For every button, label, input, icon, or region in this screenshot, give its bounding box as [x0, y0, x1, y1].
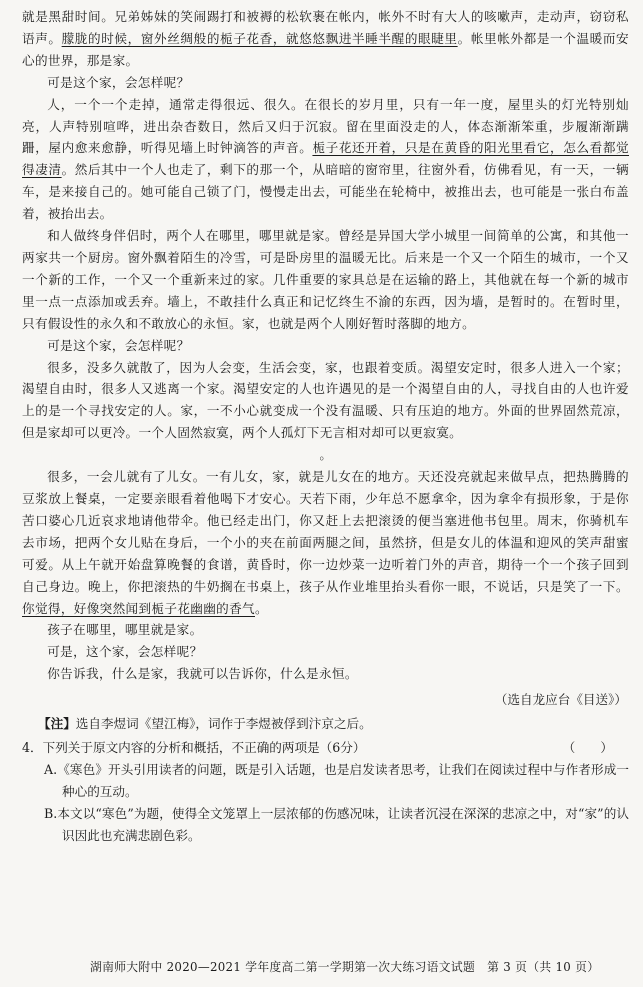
- paragraph: [22, 466, 629, 619]
- paragraph: [22, 663, 629, 685]
- question-stem: 4．下列关于原文内容的分析和概括，不正确的两项是（6分）: [22, 740, 366, 756]
- answer-bracket: （ ）: [562, 740, 613, 756]
- article-body-part-1: [22, 6, 629, 444]
- option-a: [22, 759, 629, 803]
- paragraph-text: 很多，没多久就散了，因为人会变，生活会变，家，也跟着变质。渴望安定时，很多人进入一个家；渴望自由时，很多人又逃离一个家。渴望安定的人也许遇见的是一个渴望自由的人，寻找自由的人也许爱上的是一个寻找安定的人。家，一不小心就变成一个没有温暖、只有压迫的地方。外面的世界固然荒凉，但是家却可以更冷。一个人固然寂寞，两个人孤灯下无言相对却可以更寂寞。: [22, 359, 629, 441]
- paragraph: [22, 225, 629, 335]
- paragraph: [22, 335, 629, 357]
- article-body-part-2: [22, 466, 629, 685]
- underlined-sentence: 朦胧的时候，窗外丝绸般的栀子花香，就悠悠飘进半睡半醒的眼睫里: [61, 30, 458, 46]
- option-label: B.: [44, 806, 58, 822]
- option-text: 《寒色》开头引用读者的问题，既是引入话题，也是启发读者思考，让我们在阅读过程中与作者形成一种心的互动。: [57, 762, 629, 800]
- footnote-text: 选自李煜词《望江梅》，词作于李煜被俘到汴京之后。: [75, 716, 372, 732]
- page-footer: 湖南师大附中 2020—2021 学年度高二第一学期第一次大练习语文试题 第 3 页（共 10 页）: [90, 960, 600, 974]
- answer-options: [22, 759, 629, 847]
- paragraph-text: 就是黑甜时间。兄弟姊妹的笑闹踢打和被褥的松软裹在帐内，帐外不时有大人的咳嗽声，走动声，窃窃私语声。: [22, 9, 629, 46]
- paragraph-text: 。帐里帐外都是一个温暖而安心的世界，那是家。: [22, 30, 629, 68]
- option-b: [22, 803, 629, 847]
- paragraph: [22, 619, 629, 641]
- paragraph-text: 可是这个家，会怎样呢？: [47, 337, 190, 353]
- paragraph: [22, 6, 629, 72]
- paragraph-text: 可是，这个家，会怎样呢？: [47, 644, 203, 660]
- paragraph: [22, 357, 629, 445]
- paragraph-text: 和人做终身伴侣时，两个人在哪里，哪里就是家。曾经是异国大学小城里一间简单的公寓，和其他一两家共一个厨房。窗外飘着陌生的冷雪，可是卧房里的温暖无比。后来是一个又一个陌生的城市，一个又一个新的工作，一个又一个重新来过的家。几件重要的家具总是在运输的路上，其他就在每一个新的城市里一点一点添加或丢弃。墙上，不敢挂什么真正和记忆终生不渝的东西，因为墙，是暂时的。在暂时里，只有假设性的永久和不敢放心的永恒。家，也就是两个人刚好暂时落脚的地方。: [22, 228, 629, 331]
- paragraph-text: 。: [255, 600, 268, 616]
- paragraph-text: 孩子在哪里，哪里就是家。: [47, 622, 203, 638]
- question-4: [22, 737, 629, 759]
- paragraph-text: 很多，一会儿就有了儿女。一有儿女，家，就是儿女在的地方。天还没亮就起来做早点，把热腾腾的豆浆放上餐桌，一定要亲眼看着他喝下才安心。天若下雨，少年总不愿拿伞，因为拿伞有损形象，于是你苦口婆心几近哀求地请他带伞。他已经走出门，你又赶上去把滚烫的便当塞进他书包里。周末，你骑机车去市场，把两个女儿贴在身后，一个小的夹在前面两腿之间，虽然挤，但是女儿的体温和迎风的笑声甜蜜可爱。从上午就开始盘算晚餐的食谱，黄昏时，你一边炒菜一边听着门外的声音，期待一个一个孩子回到自己身边。晚上，你把滚热的牛奶搁在书桌上，孩子从作业堆里抬头看你一眼，不说话，只是笑了一下。: [22, 469, 629, 594]
- paragraph-text: 可是这个家，会怎样呢？: [47, 74, 190, 90]
- paragraph-text: 你告诉我，什么是家，我就可以告诉你，什么是永恒。: [47, 666, 358, 682]
- paragraph-text: 。然后其中一个人也走了，剩下的那一个，从暗暗的窗帘里，往窗外看，仿佛看见，有一天，一辆车，是来接自己的。她可能自己锁了门，慢慢走出去，可能坐在轮椅中，被推出去，也可能是一张白布盖着，被抬出去。: [22, 162, 629, 222]
- paragraph: [22, 72, 629, 94]
- underlined-sentence: 你觉得，好像突然闻到栀子花幽幽的香气: [22, 600, 255, 616]
- paragraph: [22, 641, 629, 663]
- underlined-sentence: 栀子花还开着，只是在黄昏的阳光里看它，怎么看都觉得凄清: [22, 140, 630, 178]
- blank-marker: 。: [319, 448, 332, 463]
- footnote-label: 【注】: [38, 716, 76, 732]
- paragraph: [22, 94, 629, 225]
- paragraph-text: 人，一个一个走掉，通常走得很远、很久。在很长的岁月里，只有一年一度，屋里头的灯光特别灿亮，人声特别喧哗，进出杂杳数日，然后又归于沉寂。留在里面没走的人，体态渐渐笨重，步履渐渐蹒跚，屋内愈来愈静，听得见墙上时钟滴答的声音。: [22, 96, 629, 156]
- option-label: A.: [44, 762, 58, 778]
- option-text: 本文以“寒色”为题，使得全文笼罩上一层浓郁的伤感况味，让读者沉浸在深深的悲凉之中，对“家”的认识因此也充满悲剧色彩。: [57, 806, 629, 844]
- footnote: [22, 713, 629, 735]
- article-source: （选自龙应台《目送》）: [494, 692, 627, 708]
